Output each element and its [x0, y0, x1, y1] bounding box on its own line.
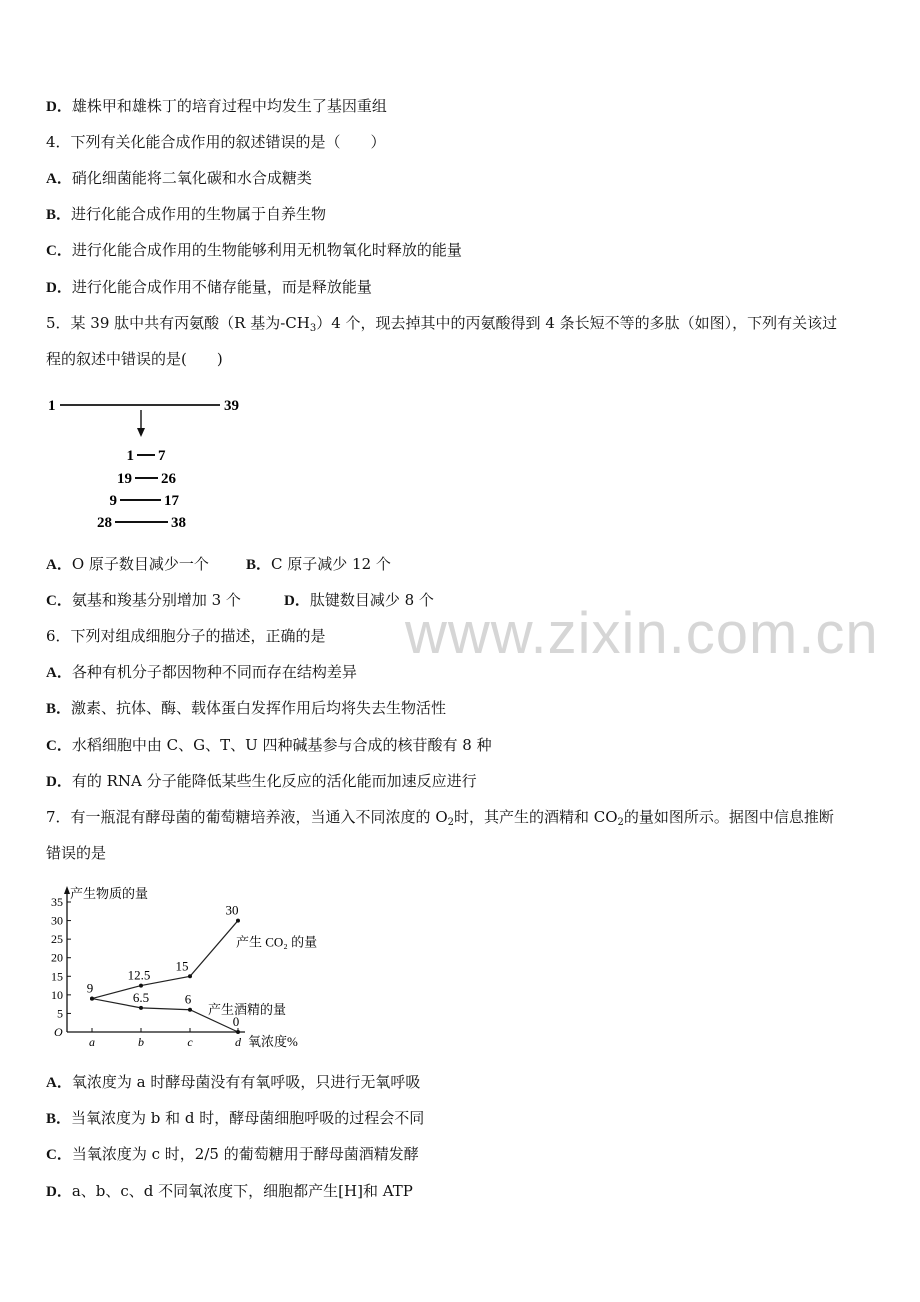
q7-option-b: B．当氧浓度为 b 和 d 时，酵母菌细胞呼吸的过程会不同	[46, 1109, 425, 1127]
q6-option-c: C．水稻细胞中由 C、G、T、U 四种碱基参与合成的核苷酸有 8 种	[46, 736, 492, 754]
frag1-end: 7	[158, 448, 166, 464]
q4-option-b: B．进行化能合成作用的生物属于自养生物	[46, 205, 327, 223]
y-tick-label: 35	[51, 895, 63, 909]
y-tick-label: 5	[57, 1006, 63, 1021]
x-tick-label: c	[187, 1035, 193, 1049]
series-line-1	[92, 921, 238, 999]
q7-option-c: C．当氧浓度为 c 时，2/5 的葡萄糖用于酵母菌酒精发酵	[46, 1145, 419, 1163]
peptide-diagram	[40, 388, 250, 537]
q5-option-c: C．氨基和羧基分别增加 3 个	[46, 591, 241, 609]
q7-option-d: D．a、b、c、d 不同氧浓度下，细胞都产生[H]和 ATP	[46, 1182, 413, 1200]
data-label: 9	[86, 980, 94, 996]
frag3-start: 9	[109, 493, 117, 509]
frag2-end: 26	[161, 471, 176, 487]
series-name-label: 产生 CO₂ 的量	[236, 934, 318, 950]
frag4-end: 38	[171, 515, 186, 531]
top-start-label: 1	[48, 398, 56, 414]
q4-stem: 4．下列有关化能合成作用的叙述错误的是（ ）	[46, 133, 386, 151]
q7-option-a: A．氧浓度为 a 时酵母菌没有有氧呼吸，只进行无氧呼吸	[46, 1073, 421, 1091]
q5-stem-line2: 程的叙述中错误的是( )	[46, 350, 223, 368]
q5-option-b: B．C 原子减少 12 个	[246, 555, 391, 573]
q5-option-a: A．O 原子数目减少一个	[46, 555, 209, 573]
q5-option-d: D．肽键数目减少 8 个	[284, 591, 434, 609]
y-tick-label: 30	[51, 913, 63, 928]
x-tick-label: b	[138, 1035, 144, 1049]
data-label: 0	[232, 1014, 240, 1029]
data-point	[139, 1006, 143, 1010]
frag1-start: 1	[126, 448, 134, 464]
q6-stem: 6．下列对组成细胞分子的描述，正确的是	[46, 627, 326, 645]
data-point	[90, 997, 94, 1001]
y-tick-label: 25	[51, 932, 63, 947]
data-point	[139, 984, 143, 988]
series-name-label: 产生酒精的量	[208, 1002, 287, 1017]
data-point	[236, 919, 240, 923]
data-point	[188, 974, 192, 978]
q4-option-c: C．进行化能合成作用的生物能够利用无机物氧化时释放的能量	[46, 241, 462, 259]
x-tick-label: a	[89, 1035, 95, 1049]
q7-stem-line2: 错误的是	[46, 844, 107, 862]
y-tick-label: 20	[51, 950, 63, 965]
y-tick-label: 10	[51, 987, 63, 1002]
y-axis-label: 产生物质的量	[70, 886, 149, 901]
y-tick-label: 15	[51, 969, 63, 984]
arrow-head	[137, 428, 145, 437]
data-label: 6.5	[132, 989, 150, 1005]
oxygen-chart	[40, 880, 340, 1059]
watermark: www.zixin.com.cn	[405, 601, 879, 666]
q7-stem: 7．有一瓶混有酵母菌的葡萄糖培养液，当通入不同浓度的 $O_2$时，其产生的酒精和 $CO_2$的量如图所示。据图中信息推断	[46, 808, 834, 828]
data-label: 12.5	[127, 967, 151, 983]
frag2-start: 19	[117, 471, 132, 487]
frag3-end: 17	[164, 493, 179, 509]
q3-option-d: D．雄株甲和雄株丁的培育过程中均发生了基因重组	[46, 97, 387, 115]
q6-option-a: A．各种有机分子都因物种不同而存在结构差异	[46, 663, 357, 681]
q5-stem: 5．某 39 肽中共有丙氨酸（R 基为$-CH_3)4$ 个，现去掉其中的丙氨酸得到 4 条长短不等的多肽（如图），下列有关该过	[46, 314, 838, 334]
q4-option-d: D．进行化能合成作用不储存能量，而是释放能量	[46, 278, 372, 296]
top-end-label: 39	[224, 398, 239, 414]
data-point	[236, 1030, 240, 1034]
origin-label: O	[54, 1025, 63, 1039]
q6-option-d: D．有的 RNA 分子能降低某些生化反应的活化能而加速反应进行	[46, 772, 477, 790]
q6-option-b: B．激素、抗体、酶、载体蛋白发挥作用后均将失去生物活性	[46, 699, 447, 717]
q4-option-a: A．硝化细菌能将二氧化碳和水合成糖类	[46, 169, 312, 187]
data-label: 15	[175, 958, 189, 974]
data-label: 6	[184, 991, 192, 1007]
data-label: 30	[225, 902, 239, 918]
x-axis-label: 氧浓度%	[248, 1034, 298, 1049]
frag4-start: 28	[97, 515, 112, 531]
data-point	[188, 1008, 192, 1012]
x-tick-label: d	[235, 1035, 241, 1049]
